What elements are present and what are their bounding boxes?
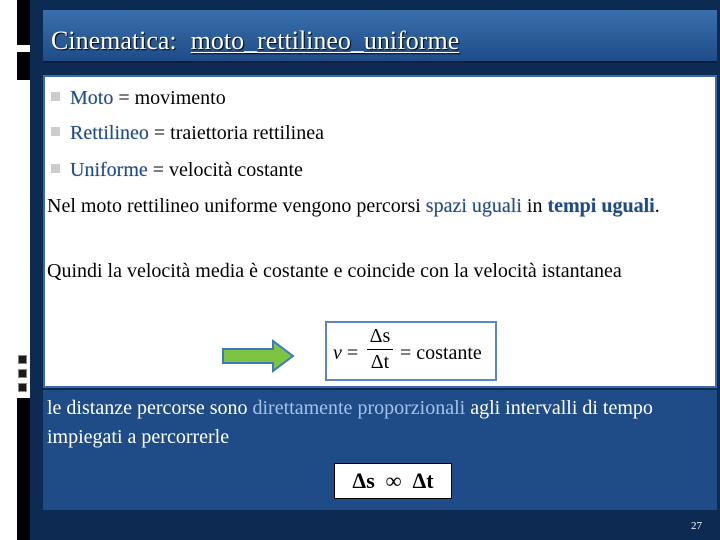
- bullet-text: = movimento: [113, 87, 226, 109]
- fraction-bar: [367, 349, 393, 350]
- para1-text: Nel moto rettilineo uniforme vengono percorsi: [47, 195, 426, 217]
- formula-v: [333, 342, 358, 365]
- para1-text: .: [654, 195, 660, 217]
- box-highlight: proporzionali: [357, 397, 466, 419]
- page-number: 27: [691, 520, 702, 532]
- bullet-marker-icon: [51, 127, 60, 136]
- bullet-item: [51, 87, 226, 110]
- formula-fraction: [367, 325, 393, 374]
- proportion-formula: Δs ∞ Δt: [334, 463, 452, 499]
- box-text: le distanze percorse sono: [47, 397, 253, 419]
- title-part1: Cinematica:: [51, 26, 177, 55]
- title-bar: [43, 10, 717, 63]
- slide-title: [51, 26, 459, 56]
- title-part2: moto_rettilineo_uniforme: [190, 26, 460, 55]
- formula-constant: = costante: [400, 342, 482, 364]
- strip-block: [17, 398, 30, 540]
- formula-denominator: Δt: [370, 351, 390, 373]
- formula-numerator: Δs: [369, 325, 391, 347]
- bullet-item: [51, 122, 324, 145]
- bullet-term: Uniforme: [70, 159, 148, 181]
- box-highlight: direttamente: [252, 397, 353, 419]
- bullet-text: = traiettoria rettilinea: [148, 122, 324, 144]
- proportionality-box: [43, 390, 717, 510]
- strip-block: [17, 0, 30, 45]
- formula-equals: =: [346, 342, 359, 364]
- slide: [30, 0, 720, 540]
- right-arrow-icon: [221, 339, 295, 373]
- strip-square: [18, 369, 27, 378]
- bullet-marker-icon: [51, 164, 60, 173]
- bullet-term: Rettilineo: [70, 122, 149, 144]
- bullet-item: [51, 159, 303, 182]
- paragraph-equal-spaces: [47, 192, 707, 221]
- strip-square: [18, 383, 27, 392]
- bullet-marker-icon: [51, 92, 60, 101]
- bullet-text: = velocità costante: [147, 159, 303, 181]
- para1-highlight-bold: tempi uguali: [547, 195, 655, 217]
- box-text: agli intervalli di tempo impiegati a percorrerle: [47, 397, 653, 448]
- formula-v-symbol: v: [333, 342, 342, 364]
- velocity-formula: [325, 321, 497, 381]
- para1-text: in: [521, 195, 548, 217]
- bullet-term: Moto: [70, 87, 114, 109]
- paragraph-velocity: Quindi la velocità media è costante e coincide con la velocità istantanea: [47, 260, 622, 282]
- strip-square: [18, 355, 27, 364]
- left-strip: [0, 0, 30, 540]
- content-box: [43, 75, 717, 388]
- strip-block: [17, 52, 30, 80]
- proportionality-text: [47, 394, 711, 452]
- para1-highlight: spazi uguali: [425, 195, 522, 217]
